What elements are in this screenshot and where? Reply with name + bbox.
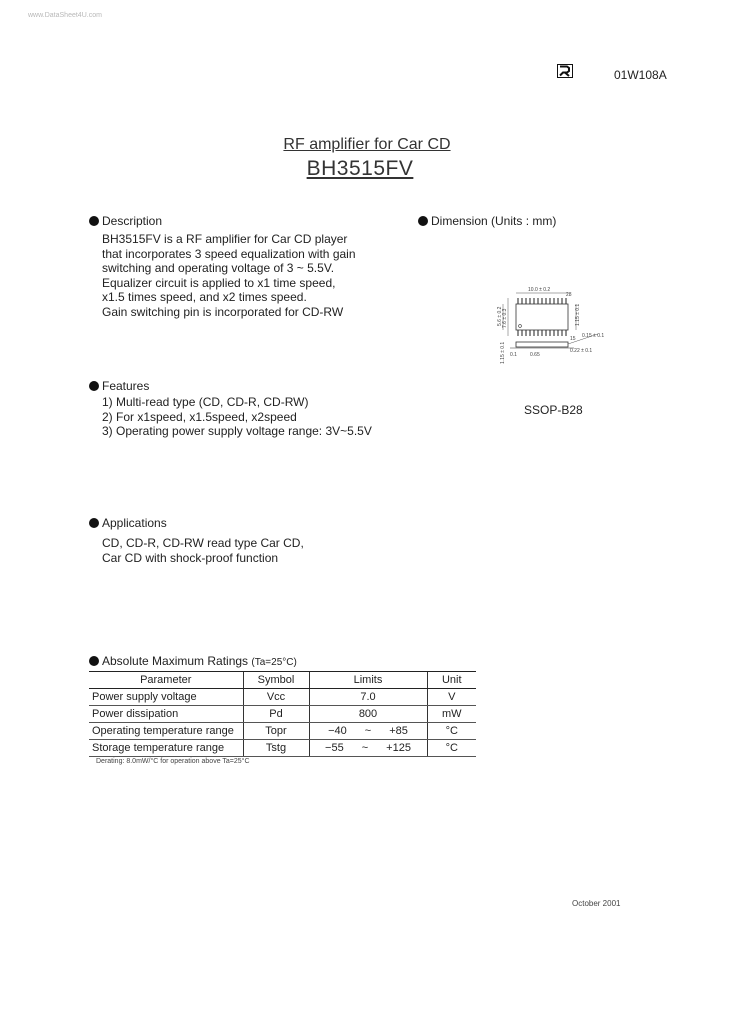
ratings-heading-text: Absolute Maximum Ratings	[102, 654, 249, 668]
dimension-label-left1: 7.6 ± 0.3	[502, 308, 508, 328]
applications-heading	[89, 516, 167, 530]
table-row	[89, 723, 476, 740]
dimension-label-pitch: 0.65	[530, 352, 540, 358]
bullet-icon	[89, 216, 99, 226]
unit-cell: mW	[427, 706, 476, 723]
limit-max: +85	[389, 725, 408, 737]
feature-line: 2) For x1speed, x1.5speed, x2speed	[102, 409, 297, 424]
limit-separator: ~	[364, 725, 372, 737]
description-body	[102, 232, 356, 320]
features-heading	[89, 379, 149, 393]
description-line: BH3515FV is a RF amplifier for Car CD player	[102, 232, 348, 246]
applications-body	[102, 536, 304, 565]
column-header: Symbol	[243, 672, 309, 689]
unit-cell: °C	[427, 723, 476, 740]
symbol-cell: Tstg	[243, 740, 309, 757]
limits-cell	[309, 740, 427, 757]
package-name: SSOP-B28	[524, 403, 583, 417]
limit-min: −40	[328, 725, 347, 737]
description-heading-text: Description	[102, 214, 163, 228]
bullet-icon	[89, 656, 99, 666]
column-header: Unit	[427, 672, 476, 689]
dimension-label-bottom-left: 1.15 ± 0.1	[500, 341, 506, 364]
document-number: 01W108A	[614, 68, 667, 82]
limits-cell	[309, 689, 427, 706]
derating-note: Derating: 8.0mW/°C for operation above Ta=25°C	[96, 758, 250, 765]
description-line: that incorporates 3 speed equalization with gain	[102, 246, 356, 261]
application-line: Car CD with shock-proof function	[102, 550, 279, 565]
dimension-label-left2: 5.6 ± 0.2	[497, 306, 503, 326]
parameter-cell: Operating temperature range	[89, 723, 243, 740]
limit-separator: ~	[361, 742, 369, 754]
column-header: Limits	[309, 672, 427, 689]
table-row	[89, 689, 476, 706]
document-subtitle: RF amplifier for Car CD	[283, 136, 451, 153]
limit-value: 7.0	[360, 691, 376, 703]
column-header: Parameter	[89, 672, 243, 689]
feature-line: 1) Multi-read type (CD, CD-R, CD-RW)	[102, 395, 309, 409]
dimension-heading	[418, 214, 556, 228]
description-line: Gain switching pin is incorporated for CD-RW	[102, 304, 344, 319]
dimension-label-pin-count-top: 28	[566, 292, 572, 298]
limits-cell	[309, 706, 427, 723]
package-dimension-drawing	[498, 284, 610, 366]
dimension-label-height: 1.15 ± 0.1	[575, 303, 581, 326]
feature-line: 3) Operating power supply voltage range: 3V~5.5V	[102, 424, 372, 439]
bullet-icon	[418, 216, 428, 226]
parameter-cell: Power dissipation	[89, 706, 243, 723]
table-row	[89, 740, 476, 757]
features-body	[102, 395, 372, 439]
document-title: BH3515FV	[306, 157, 414, 180]
application-line: CD, CD-R, CD-RW read type Car CD,	[102, 536, 304, 550]
package-body-side-view	[516, 342, 568, 347]
unit-cell: °C	[427, 740, 476, 757]
ratings-condition: (Ta=25°C)	[251, 657, 297, 668]
limits-cell	[309, 723, 427, 740]
dimension-label-lead: 0.15 ± 0.1	[582, 333, 605, 339]
symbol-cell: Pd	[243, 706, 309, 723]
unit-cell: V	[427, 689, 476, 706]
dimension-label-gap: 0.1	[510, 352, 517, 358]
limit-min: −55	[325, 742, 344, 754]
parameter-cell: Storage temperature range	[89, 740, 243, 757]
table-row	[89, 706, 476, 723]
parameter-cell: Power supply voltage	[89, 689, 243, 706]
description-line: Equalizer circuit is applied to x1 time speed,	[102, 275, 336, 290]
bullet-icon	[89, 381, 99, 391]
package-body-top-view	[516, 304, 568, 330]
pin1-marker-icon	[519, 325, 522, 328]
description-line: switching and operating voltage of 3 ~ 5.5V.	[102, 261, 335, 276]
limit-value: 800	[358, 708, 378, 720]
table-header-row	[89, 672, 476, 689]
applications-heading-text: Applications	[102, 516, 167, 530]
description-line: x1.5 times speed, and x2 times speed.	[102, 290, 307, 305]
description-heading	[89, 214, 162, 228]
dimension-label-top: 10.0 ± 0.2	[528, 287, 551, 293]
document-date: October 2001	[572, 899, 621, 908]
bullet-icon	[89, 518, 99, 528]
dimension-heading-text: Dimension (Units : mm)	[431, 214, 557, 228]
features-heading-text: Features	[102, 379, 150, 393]
rohm-logo-icon	[557, 64, 573, 78]
dimension-label-lead-width: 0.22 ± 0.1	[570, 348, 593, 354]
limit-max: +125	[386, 742, 411, 754]
watermark-text: www.DataSheet4U.com	[28, 12, 102, 19]
symbol-cell: Vcc	[243, 689, 309, 706]
symbol-cell: Topr	[243, 723, 309, 740]
ratings-table	[89, 671, 476, 757]
ratings-heading	[89, 654, 297, 668]
dimension-label-pin-count-bottom: 15	[570, 336, 576, 342]
